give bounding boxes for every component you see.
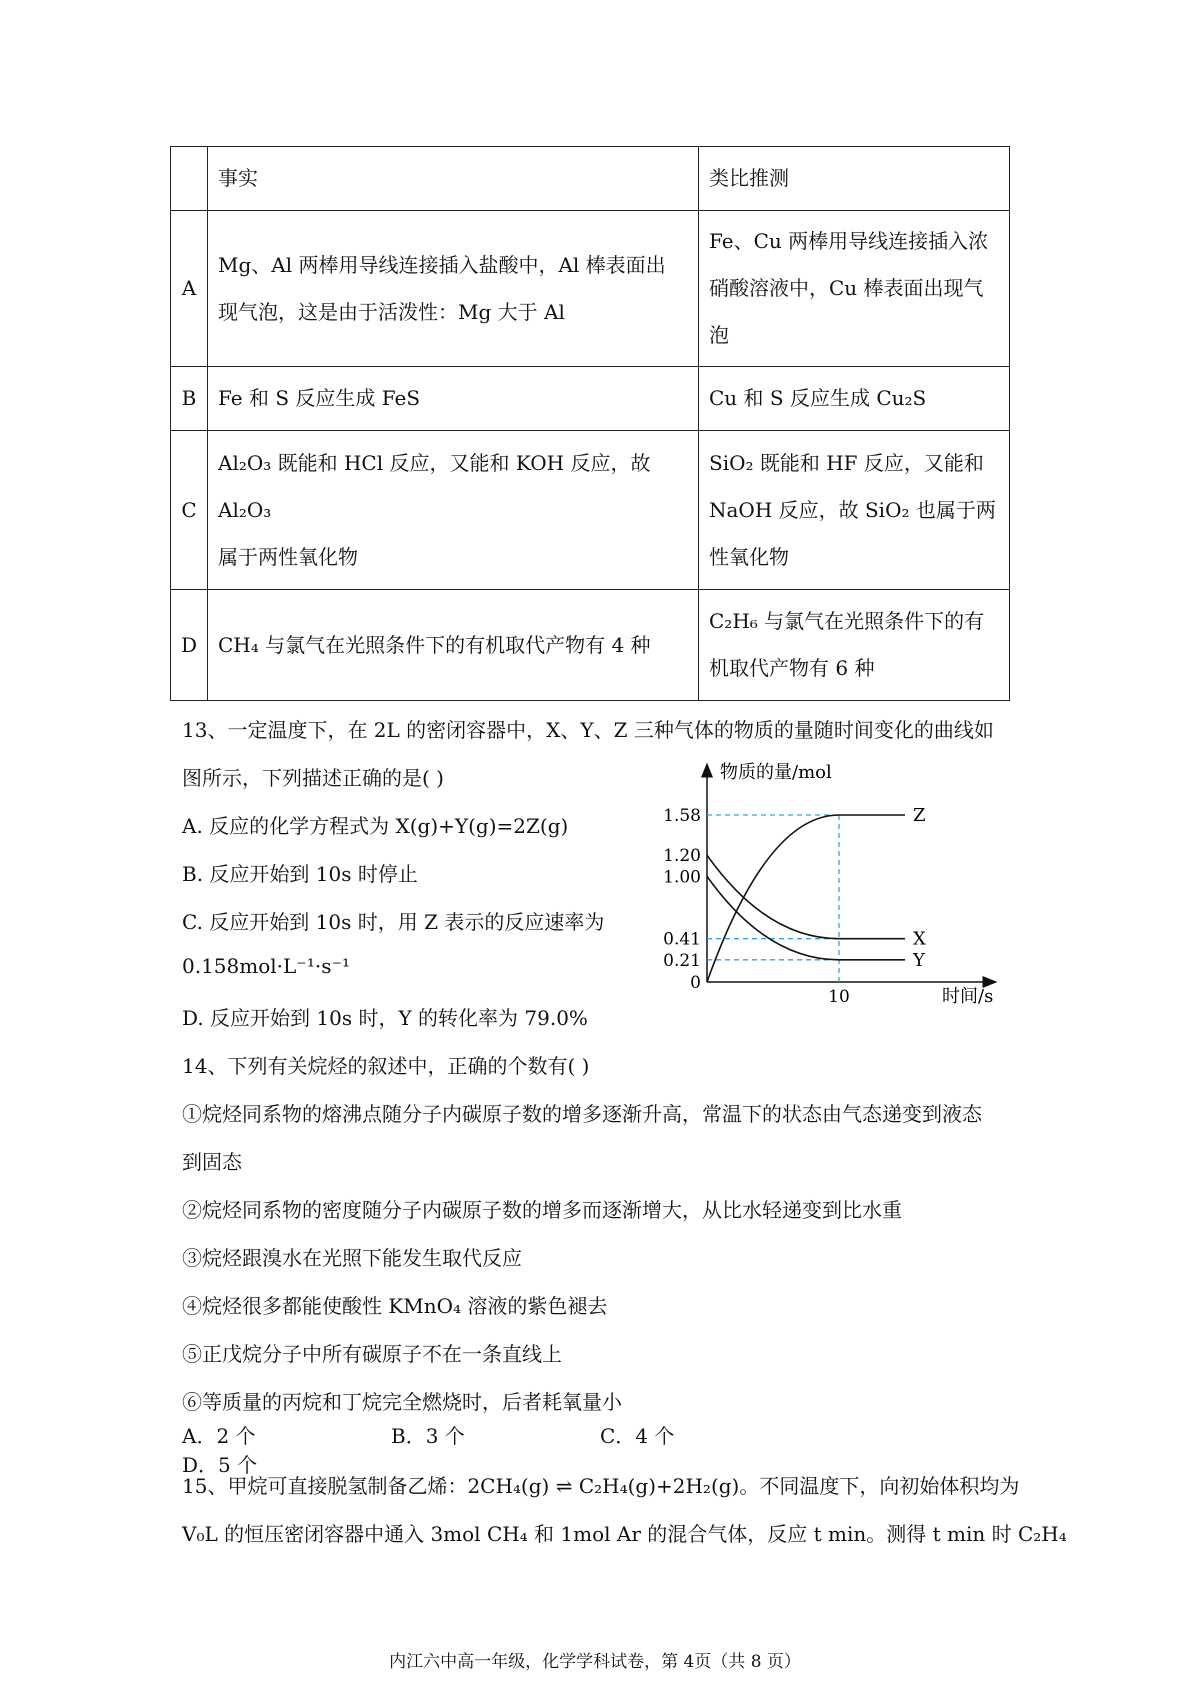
row-fact: [208, 211, 699, 367]
row-key: C: [171, 431, 208, 590]
fact-line: Fe 和 S 反应生成 FeS: [218, 386, 421, 410]
guess-line: 机取代产物有 6 种: [709, 656, 875, 680]
analogy-table: [170, 146, 1010, 701]
row-fact: [208, 367, 699, 431]
table-row: [171, 590, 1010, 701]
row-guess: [699, 590, 1010, 701]
x-tick-label: 10: [828, 987, 850, 1007]
table-header-guess: 类比推测: [699, 147, 1010, 211]
table-header-fact: 事实: [208, 147, 699, 211]
table-row: [171, 431, 1010, 590]
y-tick-label: 0.21: [663, 950, 701, 971]
q14-item: ②烷烃同系物的密度随分子内碳原子数的增多而逐渐增大，从比水轻递变到比水重: [182, 1198, 902, 1222]
guess-line: SiO₂ 既能和 HF 反应，又能和: [709, 450, 984, 475]
q13-stem-line2: 图所示，下列描述正确的是( ): [182, 766, 444, 790]
q14-item: ⑥等质量的丙烷和丁烷完全燃烧时，后者耗氧量小: [182, 1390, 622, 1414]
guess-line: NaOH 反应，故 SiO₂ 也属于两: [709, 497, 996, 522]
y-tick-label: 0: [690, 973, 701, 993]
row-fact: [208, 590, 699, 701]
fact-line: 现气泡，这是由于活泼性：Mg 大于 Al: [218, 299, 565, 324]
q15-line1: 15、甲烷可直接脱氢制备乙烯：2CH₄(g) ⇌ C₂H₄(g)+2H₂(g)。不同温度下，向初始体积均为: [182, 1474, 1020, 1498]
series-Y-label: Y: [913, 949, 925, 971]
q13-option-d: D. 反应开始到 10s 时，Y 的转化率为 79.0%: [182, 1006, 588, 1030]
q14-option: C．4 个: [600, 1424, 675, 1448]
q13-option-a: A. 反应的化学方程式为 X(g)+Y(g)=2Z(g): [182, 814, 569, 838]
fact-line: Mg、Al 两棒用导线连接插入盐酸中，Al 棒表面出: [218, 252, 666, 277]
row-key: A: [171, 211, 208, 367]
q14-option: B．3 个: [391, 1424, 465, 1448]
row-guess: [699, 367, 1010, 431]
fact-line: 属于两性氧化物: [218, 544, 358, 569]
row-guess: [699, 431, 1010, 590]
q13-option-c: C. 反应开始到 10s 时，用 Z 表示的反应速率为: [182, 910, 605, 934]
q14-option: D．5 个: [182, 1453, 258, 1477]
q13-option-b: B. 反应开始到 10s 时停止: [182, 862, 418, 886]
q14-item: 到固态: [182, 1150, 242, 1174]
fact-line: CH₄ 与氯气在光照条件下的有机取代产物有 4 种: [218, 632, 651, 657]
series-Z-label: Z: [913, 805, 926, 826]
fact-line: Al₂O₃ 既能和 HCl 反应，又能和 KOH 反应，故 Al₂O₃: [218, 450, 651, 522]
table-row: [171, 367, 1010, 431]
y-tick-label: 0.41: [663, 929, 701, 950]
q13-stem-line1: 13、一定温度下，在 2L 的密闭容器中，X、Y、Z 三种气体的物质的量随时间变化的曲线如: [182, 718, 994, 742]
series-X-line: [707, 855, 905, 939]
guess-line: Cu 和 S 反应生成 Cu₂S: [709, 386, 927, 410]
q14-item: ⑤正戊烷分子中所有碳原子不在一条直线上: [182, 1342, 562, 1366]
row-fact: [208, 431, 699, 590]
series-Y-line: [707, 876, 905, 960]
guess-line: 性氧化物: [709, 544, 789, 569]
row-key: D: [171, 590, 208, 701]
q14-item: ①烷烃同系物的熔沸点随分子内碳原子数的增多逐渐升高，常温下的状态由气态递变到液态: [182, 1102, 982, 1126]
guess-line: C₂H₆ 与氯气在光照条件下的有: [709, 609, 985, 633]
q14-item: ③烷烃跟溴水在光照下能发生取代反应: [182, 1246, 522, 1270]
table-row: [171, 211, 1010, 367]
table-header-key: [171, 147, 208, 211]
series-curves: [707, 815, 905, 982]
row-guess: [699, 211, 1010, 367]
series-labels: [912, 805, 926, 971]
series-Z-line: [707, 815, 905, 982]
y-axis-label: 物质的量/mol: [720, 762, 832, 783]
q14-item: ④烷烃很多都能使酸性 KMnO₄ 溶液的紫色褪去: [182, 1294, 608, 1318]
tick-labels: [663, 806, 850, 1007]
q13-chart: [640, 760, 1020, 1020]
page-footer: 内江六中高一年级，化学学科试卷，第 4页（共 8 页）: [389, 1652, 801, 1672]
table-header-row: [171, 147, 1010, 211]
guide-lines: [707, 815, 839, 982]
y-tick-label: 1.58: [663, 806, 701, 826]
y-tick-label: 1.20: [663, 846, 701, 867]
guess-line: 硝酸溶液中，Cu 棒表面出现气: [709, 276, 984, 300]
guess-line: 泡: [709, 323, 729, 347]
guess-line: Fe、Cu 两棒用导线连接插入浓: [709, 229, 989, 253]
q13-option-c-rate: 0.158mol·L⁻¹·s⁻¹: [182, 954, 351, 978]
row-key: B: [171, 367, 208, 431]
q15-line2: V₀L 的恒压密闭容器中通入 3mol CH₄ 和 1mol Ar 的混合气体，反应 t min。测得 t min 时 C₂H₄: [182, 1522, 1067, 1546]
q14-option: A．2 个: [182, 1424, 256, 1448]
x-axis-label: 时间/s: [942, 986, 994, 1007]
series-X-label: X: [913, 928, 926, 950]
y-tick-label: 1.00: [663, 867, 701, 888]
q14-stem: 14、下列有关烷烃的叙述中，正确的个数有( ): [182, 1054, 590, 1078]
